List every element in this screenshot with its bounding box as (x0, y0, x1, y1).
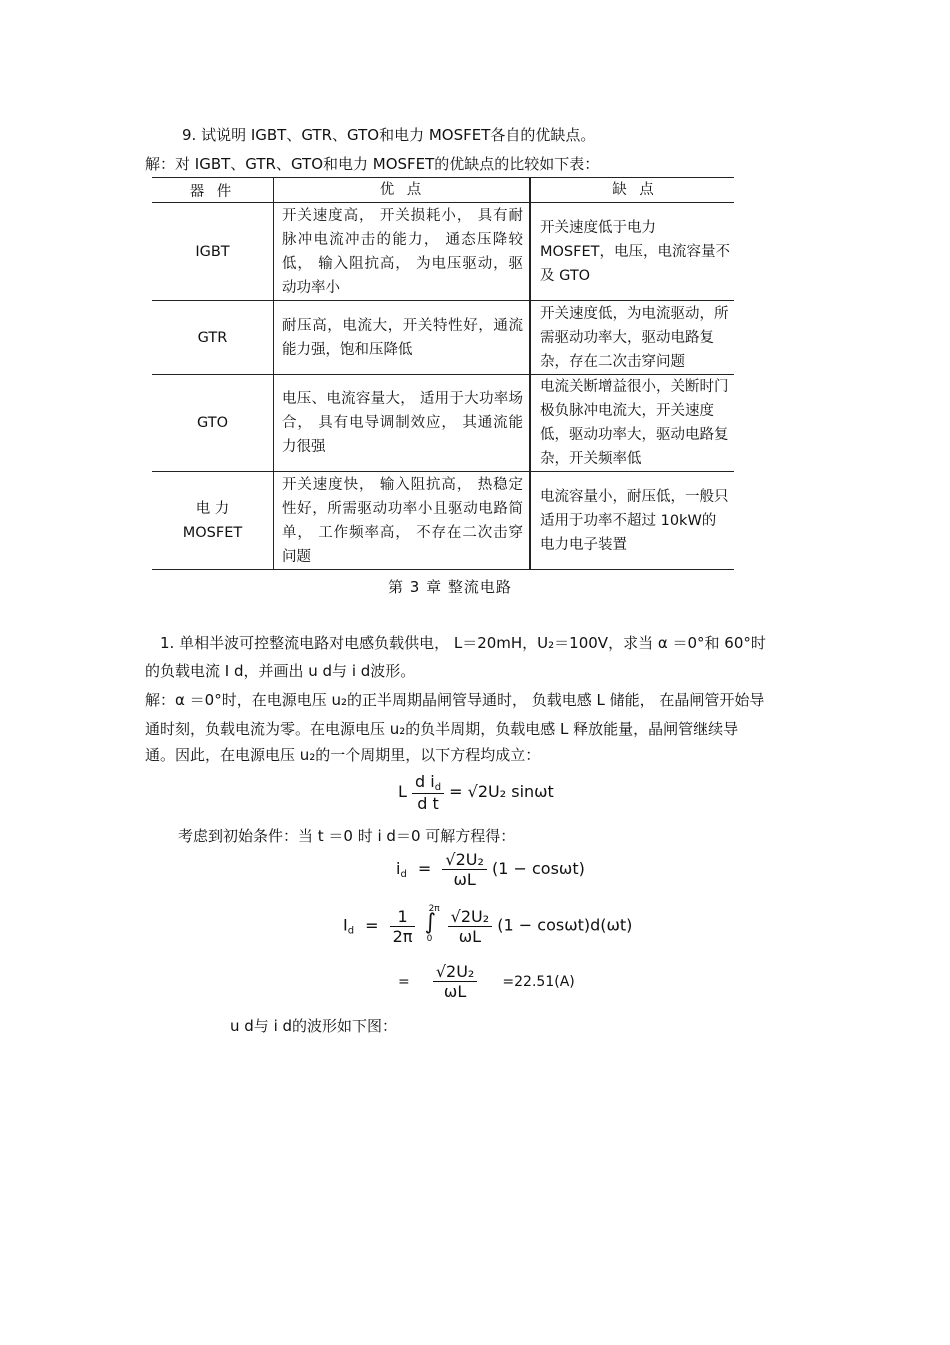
result-value: =22.51(A) (502, 974, 575, 990)
fraction-numerator: √2U₂ (442, 850, 487, 870)
cons-cell: 开关速度低于电力 MOSFET，电压，电流容量不及 GTO (530, 203, 734, 301)
device-cell (152, 472, 274, 570)
fraction (448, 907, 493, 946)
formula-differential-equation (398, 772, 554, 813)
formula-tail: (1 − cosωt)d(ωt) (497, 915, 633, 935)
cons-cell: 电流关断增益很小，关断时门极负脉冲电流大，开关速度低，驱动功率大，驱动电路复杂，开关频率低 (530, 375, 734, 472)
lhs-subscript: d (347, 925, 355, 937)
fraction (442, 850, 487, 889)
solution-line2: 通时刻，负载电流为零。在电源电压 u₂的负半周期，负载电感 L 释放能量，晶闸管继续导 (145, 720, 739, 738)
equals-sign: = (398, 974, 410, 990)
answer-9-intro: 解：对 IGBT、GTR、GTO和电力 MOSFET的优缺点的比较如下表： (145, 155, 600, 173)
waveform-caption: u d与 i d的波形如下图： (230, 1017, 398, 1035)
device-cell: GTO (152, 375, 274, 472)
equals-sign: = (365, 915, 379, 935)
table-row (152, 472, 734, 570)
coefficient-numerator: 1 (390, 907, 416, 927)
equals-sign: = (417, 859, 432, 878)
fraction-numerator: √2U₂ (448, 907, 493, 927)
formula-Id-integral (343, 906, 632, 946)
formula-lhs: L (398, 782, 407, 801)
formula-lhs: i (396, 859, 401, 878)
fraction (433, 962, 478, 1001)
header-pros: 优 点 (274, 178, 531, 203)
question-1-line2: 的负载电流 I d，并画出 u d与 i d波形。 (145, 662, 416, 680)
fraction (412, 772, 444, 813)
chapter-title: 第 3 章 整流电路 (388, 578, 512, 596)
header-device: 器 件 (152, 178, 274, 203)
formula-tail: (1 − cosωt) (492, 859, 585, 878)
integral-lower: 0 (426, 934, 433, 944)
fraction-numerator (412, 772, 444, 794)
header-cons: 缺 点 (530, 178, 734, 203)
formula-result (398, 962, 575, 1001)
initial-condition-text: 考虑到初始条件：当 t ＝0 时 i d＝0 可解方程得： (178, 827, 516, 845)
cons-cell: 开关速度低，为电流驱动，所需驱动功率大，驱动电路复杂，存在二次击穿问题 (530, 301, 734, 375)
device-cell: IGBT (152, 203, 274, 301)
pros-cell: 开关速度高， 开关损耗小， 具有耐脉冲电流冲击的能力， 通态压降较低， 输入阻抗高， 为电压驱动，驱动功率小 (274, 203, 531, 301)
pros-cell: 开关速度快， 输入阻抗高， 热稳定性好，所需驱动功率小且驱动电路简单， 工作频率高， 不存在二次击穿问题 (274, 472, 531, 570)
lhs-subscript: d (400, 869, 407, 880)
cons-cell: 电流容量小，耐压低，一般只适用于功率不超过 10kW的电力电子装置 (530, 472, 734, 570)
device-cell: GTR (152, 301, 274, 375)
question-9: 9. 试说明 IGBT、GTR、GTO和电力 MOSFET各自的优缺点。 (182, 126, 596, 144)
numerator-subscript: d (434, 782, 442, 793)
integral-sign (421, 906, 443, 946)
device-label-line1: 电 力 (195, 500, 230, 517)
coefficient-denominator: 2π (392, 926, 413, 946)
solution-line3: 通。因此，在电源电压 u₂的一个周期里，以下方程均成立： (145, 746, 541, 764)
pros-cell: 耐压高，电流大，开关特性好，通流能力强，饱和压降低 (274, 301, 531, 375)
fraction-denominator: ωL (453, 870, 476, 889)
integral-symbol: ∫ (424, 910, 437, 935)
coefficient-fraction (390, 907, 416, 946)
fraction-denominator: ωL (443, 982, 467, 1001)
formula-rhs: = √2U₂ sinωt (449, 782, 554, 801)
comparison-table (152, 177, 734, 570)
fraction-denominator: ωL (458, 926, 482, 946)
device-label-line2: MOSFET (182, 524, 243, 541)
question-1-line1: 1. 单相半波可控整流电路对电感负载供电， L＝20mH，U₂＝100V，求当 α ＝0°和 60°时 (160, 634, 766, 652)
pros-cell: 电压、电流容量大， 适用于大功率场合， 具有电导调制效应， 其通流能力很强 (274, 375, 531, 472)
formula-lhs: I (343, 915, 348, 935)
integral-upper: 2π (428, 904, 440, 914)
fraction-denominator: d t (417, 794, 439, 813)
table-row (152, 375, 734, 472)
fraction-numerator: √2U₂ (433, 962, 478, 982)
solution-line1: 解：α ＝0°时，在电源电压 u₂的正半周期晶闸管导通时， 负载电感 L 储能， 在晶闸管开始导 (145, 691, 765, 709)
table-row (152, 301, 734, 375)
formula-id (396, 850, 585, 889)
table-row (152, 203, 734, 301)
numerator-text: d i (415, 772, 435, 791)
table-header-row (152, 178, 734, 203)
